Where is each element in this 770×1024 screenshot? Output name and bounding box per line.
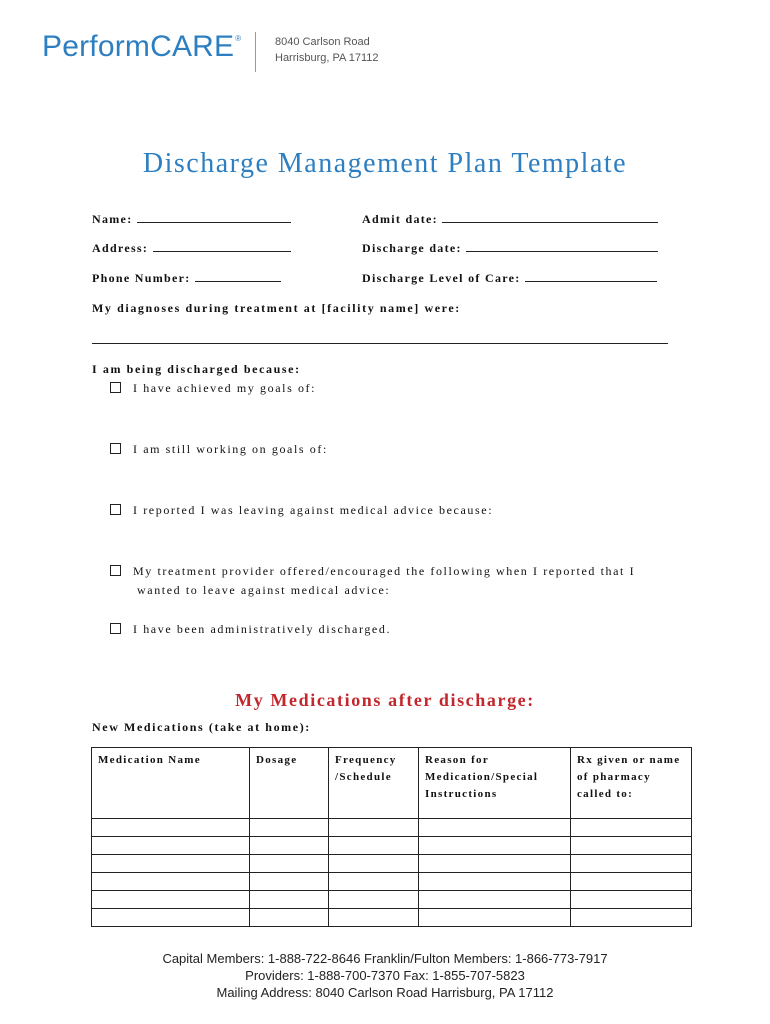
table-cell[interactable] bbox=[571, 855, 692, 873]
table-cell[interactable] bbox=[92, 891, 250, 909]
diagnoses-blank[interactable] bbox=[92, 343, 668, 344]
header-divider bbox=[255, 32, 256, 72]
footer-member-phones: Capital Members: 1-888-722-8646 Franklin/Fulton Members: 1-866-773-7917 bbox=[162, 951, 608, 966]
discharge-reason-heading: I am being discharged because: bbox=[92, 362, 301, 376]
medications-title: My Medications after discharge: bbox=[235, 690, 535, 710]
checkbox[interactable] bbox=[110, 623, 121, 634]
admit-date-blank[interactable] bbox=[442, 212, 658, 223]
table-cell[interactable] bbox=[329, 819, 419, 837]
table-cell[interactable] bbox=[571, 819, 692, 837]
option-goals-achieved[interactable]: I have achieved my goals of: bbox=[110, 379, 316, 398]
table-cell[interactable] bbox=[92, 855, 250, 873]
address-blank[interactable] bbox=[153, 241, 291, 252]
table-cell[interactable] bbox=[571, 837, 692, 855]
table-cell[interactable] bbox=[419, 837, 571, 855]
discharge-level-blank[interactable] bbox=[525, 271, 657, 282]
header-address-line2: Harrisburg, PA 17112 bbox=[275, 52, 379, 64]
col-medication-name: Medication Name bbox=[92, 748, 250, 819]
table-row bbox=[92, 891, 692, 909]
option-admin-discharged[interactable]: I have been administratively discharged. bbox=[110, 620, 391, 639]
admit-date-label: Admit date: bbox=[362, 212, 438, 226]
table-cell[interactable] bbox=[571, 909, 692, 927]
table-cell[interactable] bbox=[250, 909, 329, 927]
table-cell[interactable] bbox=[419, 909, 571, 927]
table-cell[interactable] bbox=[329, 837, 419, 855]
option-against-advice[interactable]: I reported I was leaving against medical advice because: bbox=[110, 501, 493, 520]
table-cell[interactable] bbox=[92, 909, 250, 927]
table-cell[interactable] bbox=[329, 873, 419, 891]
option-provider-offered[interactable]: My treatment provider offered/encouraged the following when I reported that I bbox=[110, 562, 635, 581]
medications-table bbox=[91, 747, 692, 927]
table-cell[interactable] bbox=[329, 855, 419, 873]
discharge-date-blank[interactable] bbox=[466, 241, 658, 252]
phone-blank[interactable] bbox=[195, 271, 281, 282]
checkbox[interactable] bbox=[110, 443, 121, 454]
table-cell[interactable] bbox=[250, 855, 329, 873]
table-cell[interactable] bbox=[329, 891, 419, 909]
page-title: Discharge Management Plan Template bbox=[142, 148, 628, 179]
name-field[interactable] bbox=[92, 212, 291, 227]
table-cell[interactable] bbox=[419, 855, 571, 873]
diagnoses-label: My diagnoses during treatment at [facility name] were: bbox=[92, 301, 461, 315]
table-row bbox=[92, 855, 692, 873]
name-blank[interactable] bbox=[137, 212, 291, 223]
table-cell[interactable] bbox=[419, 873, 571, 891]
discharge-date-label: Discharge date: bbox=[362, 241, 462, 255]
footer-mailing-address: Mailing Address: 8040 Carlson Road Harrisburg, PA 17112 bbox=[216, 985, 554, 1000]
table-cell[interactable] bbox=[250, 873, 329, 891]
table-header-row bbox=[92, 748, 692, 819]
col-reason: Reason for Medication/Special Instructions bbox=[419, 748, 571, 819]
admit-date-field[interactable] bbox=[362, 212, 658, 227]
address-field[interactable] bbox=[92, 241, 291, 256]
discharge-level-field[interactable] bbox=[362, 271, 657, 286]
col-rx-pharmacy: Rx given or name of pharmacy called to: bbox=[571, 748, 692, 819]
table-cell[interactable] bbox=[250, 819, 329, 837]
checkbox[interactable] bbox=[110, 382, 121, 393]
table-row bbox=[92, 873, 692, 891]
name-label: Name: bbox=[92, 212, 133, 226]
table-cell[interactable] bbox=[419, 891, 571, 909]
table-cell[interactable] bbox=[250, 837, 329, 855]
discharge-date-field[interactable] bbox=[362, 241, 658, 256]
performcare-logo: PerformCARE® bbox=[42, 30, 242, 63]
checkbox[interactable] bbox=[110, 504, 121, 515]
new-medications-label: New Medications (take at home): bbox=[92, 720, 311, 734]
option-provider-offered-cont: wanted to leave against medical advice: bbox=[137, 583, 391, 597]
table-cell[interactable] bbox=[571, 891, 692, 909]
col-dosage: Dosage bbox=[250, 748, 329, 819]
table-cell[interactable] bbox=[419, 819, 571, 837]
table-cell[interactable] bbox=[329, 909, 419, 927]
option-still-working[interactable]: I am still working on goals of: bbox=[110, 440, 328, 459]
table-row bbox=[92, 909, 692, 927]
table-cell[interactable] bbox=[571, 873, 692, 891]
address-label: Address: bbox=[92, 241, 149, 255]
footer-provider-phones: Providers: 1-888-700-7370 Fax: 1-855-707-5823 bbox=[245, 968, 525, 983]
table-cell[interactable] bbox=[92, 873, 250, 891]
table-row bbox=[92, 819, 692, 837]
table-row bbox=[92, 837, 692, 855]
checkbox[interactable] bbox=[110, 565, 121, 576]
phone-field[interactable] bbox=[92, 271, 281, 286]
table-cell[interactable] bbox=[250, 891, 329, 909]
header-address-line1: 8040 Carlson Road bbox=[275, 36, 370, 48]
discharge-level-label: Discharge Level of Care: bbox=[362, 271, 521, 285]
table-cell[interactable] bbox=[92, 819, 250, 837]
col-frequency: Frequency /Schedule bbox=[329, 748, 419, 819]
phone-label: Phone Number: bbox=[92, 271, 191, 285]
table-cell[interactable] bbox=[92, 837, 250, 855]
